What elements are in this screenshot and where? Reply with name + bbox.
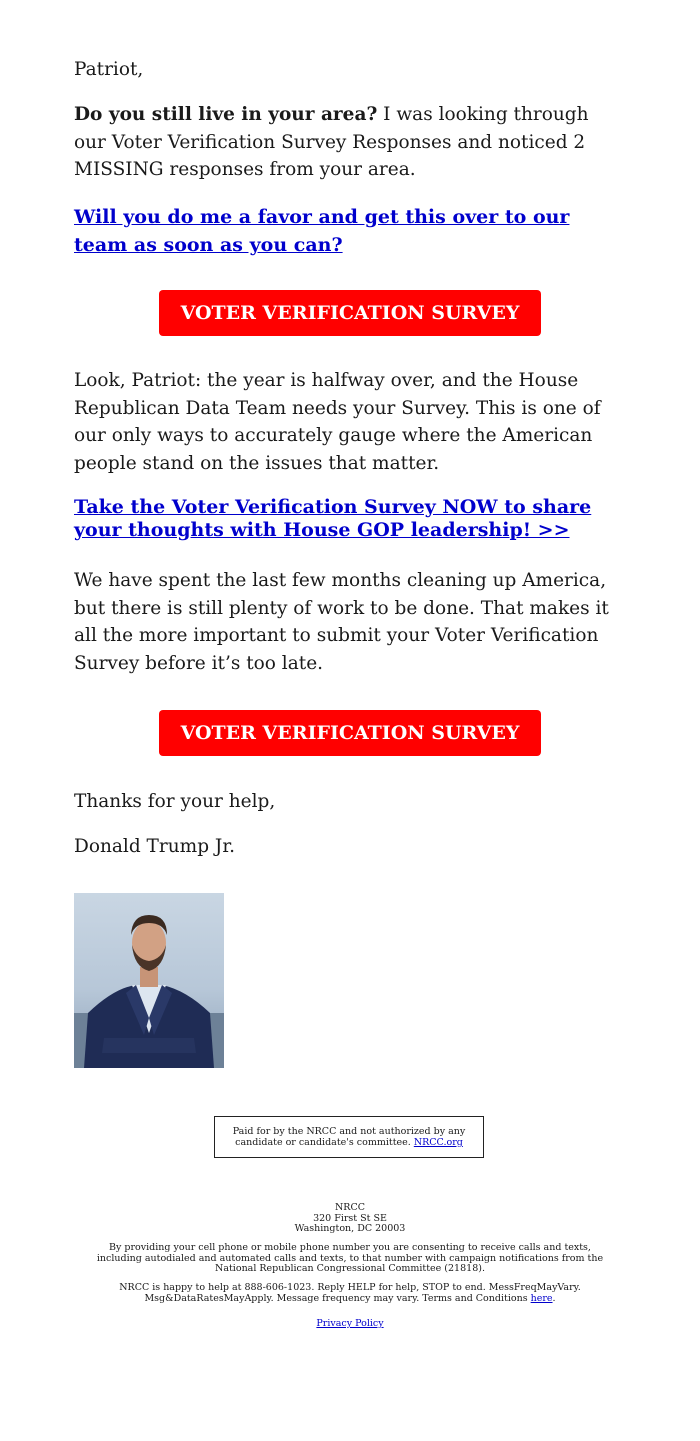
privacy-row <box>95 1319 605 1330</box>
consent-text: By providing your cell phone or mobile phone number you are consenting to receive calls and texts, including autodialed and automated calls and texts, to that number with campaign notifications from the National Republican Congressional Committee (21818). <box>96 1242 604 1274</box>
help-message: NRCC is happy to help at 888-606-1023. Reply HELP for help, STOP to end. MessFreqMayVary. Msg&DataRatesMayApply. Message frequency may vary. Terms and Conditions <box>119 1282 581 1304</box>
disclaimer-text: Paid for by the NRCC and not authorized by any candidate or candidate's committee. <box>232 1126 466 1148</box>
terms-link[interactable]: here <box>530 1292 553 1304</box>
portrait-illustration <box>74 893 224 1068</box>
org-name: NRCC <box>334 1202 365 1213</box>
body-paragraph-2: We have spent the last few months cleaning up America, but there is still plenty of work to be done. That makes it all the more important to submit your Voter Verification Survey before it’s too late. <box>74 570 609 674</box>
greeting: Patriot, <box>74 59 144 80</box>
thanks-text: Thanks for your help, <box>74 791 276 812</box>
city-address: Washington, DC 20003 <box>294 1223 406 1234</box>
privacy-policy-link[interactable]: Privacy Policy <box>316 1318 384 1329</box>
street-address: 320 First St SE <box>313 1212 387 1224</box>
signature: Donald Trump Jr. <box>74 836 236 857</box>
body-paragraph-1: Look, Patriot: the year is halfway over, and the House Republican Data Team needs your Survey. This is one of our only ways to accurately gauge where the American people stand on the issues that matter. <box>74 370 601 474</box>
take-survey-link[interactable]: Take the Voter Verification Survey NOW to share your thoughts with House GOP leadership! >> <box>74 496 592 541</box>
intro-question: Do you still live in your area? <box>74 104 378 125</box>
footer-address <box>95 1203 605 1235</box>
nrcc-link[interactable]: NRCC.org <box>413 1137 463 1148</box>
favor-link[interactable]: Will you do me a favor and get this over to our team as soon as you can? <box>74 206 570 256</box>
paid-for-disclaimer <box>214 1116 484 1158</box>
survey-button-bottom[interactable]: VOTER VERIFICATION SURVEY <box>159 710 541 756</box>
survey-button-top[interactable]: VOTER VERIFICATION SURVEY <box>159 290 541 336</box>
portrait-photo <box>74 893 224 1068</box>
intro-text: I was looking through our Voter Verification Survey Responses and noticed 2 MISSING responses from your area. <box>74 104 589 180</box>
help-text: NRCC is happy to help at 888-606-1023. Reply HELP for help, STOP to end. MessFreqMayVary. Msg&DataRatesMayApply. Message frequency may vary. Terms and Conditions here. <box>119 1282 581 1304</box>
intro-paragraph <box>74 101 626 184</box>
